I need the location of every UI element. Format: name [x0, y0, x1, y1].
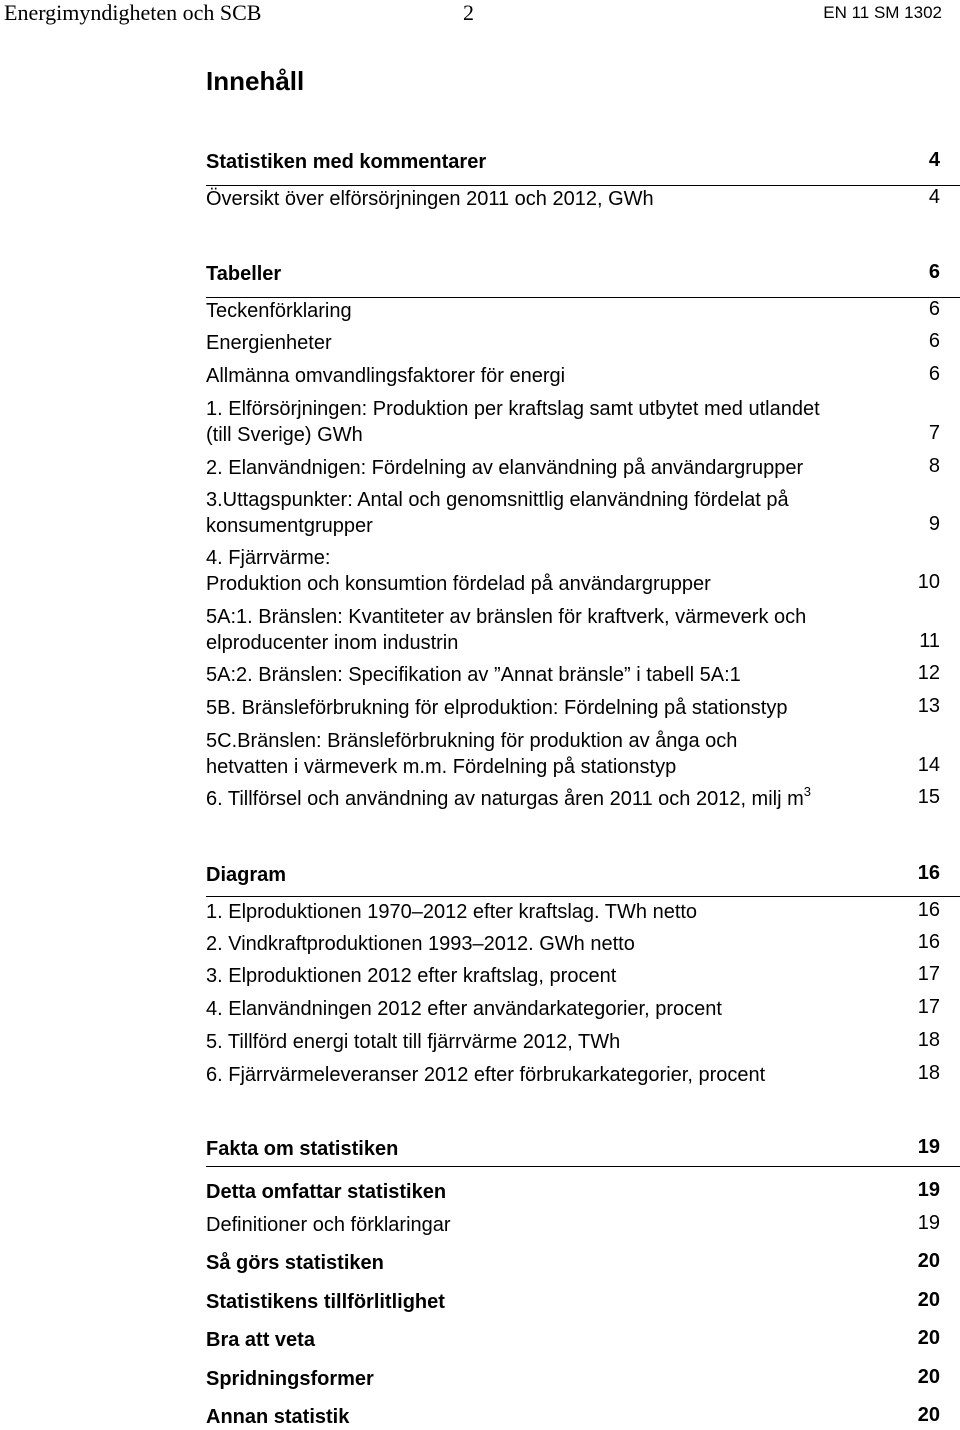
toc-entry[interactable] — [206, 996, 960, 1022]
toc-entry[interactable] — [206, 186, 960, 212]
toc-entry[interactable] — [206, 662, 960, 688]
toc-page-number: 19 — [917, 1179, 940, 1201]
toc-entry-label: Översikt över elförsörjningen 2011 och 2012, GWh — [206, 188, 654, 210]
toc-entry-label: Teckenförklaring — [206, 300, 352, 322]
toc-entry-label: 3. Elproduktionen 2012 efter kraftslag, procent — [206, 965, 617, 987]
toc-page-number: 18 — [917, 1029, 940, 1051]
toc-entry[interactable] — [206, 931, 960, 957]
toc-section-title: Annan statistik — [206, 1406, 350, 1428]
toc-section-title: Diagram — [206, 864, 287, 886]
toc-entry[interactable] — [206, 396, 960, 448]
toc-page-number: 20 — [917, 1404, 940, 1426]
toc-page-number: 17 — [917, 963, 940, 985]
toc-entry-label: 5A:2. Bränslen: Specifikation av ”Annat bränsle” i tabell 5A:1 — [206, 664, 741, 686]
toc-entry-label-line2: hetvatten i värmeverk m.m. Fördelning på stationstyp — [206, 756, 677, 778]
section-rule — [206, 1166, 960, 1167]
toc-section-sa-gors[interactable] — [206, 1250, 960, 1276]
toc-page-number: 16 — [917, 931, 940, 953]
toc-section-title: Spridningsformer — [206, 1368, 374, 1390]
page-header — [0, 0, 960, 24]
toc-entry[interactable] — [206, 1062, 960, 1088]
toc-page-number: 15 — [917, 786, 940, 808]
toc-section-tillforlitlighet[interactable] — [206, 1289, 960, 1315]
toc-section-title: Tabeller — [206, 263, 282, 285]
toc-section-detta[interactable] — [206, 1179, 960, 1205]
toc-entry[interactable] — [206, 963, 960, 989]
toc-entry-label-line1: 1. Elförsörjningen: Produktion per kraftslag samt utbytet med utlandet — [206, 398, 820, 420]
toc-entry[interactable] — [206, 899, 960, 925]
toc-page-number: 4 — [928, 149, 940, 171]
header-publisher: Energimyndigheten och SCB — [4, 0, 262, 25]
toc-page-number: 11 — [919, 630, 940, 652]
toc-section-title: Statistikens tillförlitlighet — [206, 1291, 445, 1313]
toc-entry[interactable] — [206, 363, 960, 389]
toc-section-title: Fakta om statistiken — [206, 1138, 399, 1160]
toc-entry-label: 1. Elproduktionen 1970–2012 efter kraftslag. TWh netto — [206, 901, 698, 923]
toc-page-number: 8 — [928, 455, 940, 477]
toc-entry[interactable] — [206, 298, 960, 324]
toc-entry-label-line1: 4. Fjärrvärme: — [206, 547, 331, 569]
toc-entry[interactable] — [206, 455, 960, 481]
toc-entry-label-line2: elproducenter inom industrin — [206, 632, 459, 654]
toc-page-number: 13 — [917, 695, 940, 717]
toc-entry[interactable] — [206, 695, 960, 721]
toc-entry-label-line1: 5A:1. Bränslen: Kvantiteter av bränslen för kraftverk, värmeverk och — [206, 606, 807, 628]
toc-section-statistiken[interactable] — [206, 149, 960, 175]
toc-entry[interactable] — [206, 1029, 960, 1055]
toc-entry[interactable] — [206, 330, 960, 356]
toc-page-number: 6 — [928, 261, 940, 283]
toc-section-title: Statistiken med kommentarer — [206, 151, 487, 173]
toc-entry-label: 6. Fjärrvärmeleveranser 2012 efter förbrukarkategorier, procent — [206, 1064, 766, 1086]
toc-page-number: 16 — [917, 899, 940, 921]
toc-page-number: 16 — [917, 862, 940, 884]
toc-section-bra-att-veta[interactable] — [206, 1327, 960, 1353]
toc-entry[interactable] — [206, 545, 960, 597]
toc-entry-label: 4. Elanvändningen 2012 efter användarkategorier, procent — [206, 998, 722, 1020]
toc-entry-label-text: 6. Tillförsel och användning av naturgas åren 2011 och 2012, milj m — [206, 788, 804, 810]
toc-page-number: 19 — [917, 1136, 940, 1158]
toc-page-number: 20 — [917, 1289, 940, 1311]
toc-entry[interactable] — [206, 728, 960, 780]
toc-page-number: 10 — [917, 571, 940, 593]
toc-entry-label: 5. Tillförd energi totalt till fjärrvärme 2012, TWh — [206, 1031, 621, 1053]
toc-section-title: Detta omfattar statistiken — [206, 1181, 447, 1203]
toc-entry-label-line1: 3.Uttagspunkter: Antal och genomsnittlig elanvändning fördelat på — [206, 489, 789, 511]
toc-entry-label-line2: Produktion och konsumtion fördelad på användargrupper — [206, 573, 711, 595]
superscript: 3 — [803, 784, 811, 799]
toc-page-number: 12 — [917, 662, 940, 684]
toc-section-spridningsformer[interactable] — [206, 1366, 960, 1392]
toc-entry-label: 2. Vindkraftproduktionen 1993–2012. GWh netto — [206, 933, 635, 955]
toc-page-number: 7 — [928, 422, 940, 444]
toc-page-number: 17 — [917, 996, 940, 1018]
toc-entry-label: 5B. Bränsleförbrukning för elproduktion: Fördelning på stationstyp — [206, 697, 788, 719]
toc-page-number: 20 — [917, 1250, 940, 1272]
toc-entry-label: Energienheter — [206, 332, 332, 354]
toc-page-number: 9 — [928, 513, 940, 535]
toc-entry-label: 2. Elanvändnigen: Fördelning av elanvändning på användargrupper — [206, 457, 804, 479]
toc-page-number: 4 — [928, 186, 940, 208]
toc-section-diagram[interactable] — [206, 862, 960, 888]
toc-page-number: 19 — [917, 1212, 940, 1234]
toc-entry-label-line2: (till Sverige) GWh — [206, 424, 363, 446]
toc-entry[interactable] — [206, 487, 960, 539]
toc-entry[interactable] — [206, 786, 960, 812]
toc-section-tabeller[interactable] — [206, 261, 960, 287]
toc-entry[interactable] — [206, 604, 960, 656]
toc-entry-label: Allmänna omvandlingsfaktorer för energi — [206, 365, 566, 387]
header-report-id: EN 11 SM 1302 — [823, 3, 942, 22]
header-page-number: 2 — [463, 0, 474, 25]
section-rule — [206, 185, 960, 186]
toc-section-title: Så görs statistiken — [206, 1252, 384, 1274]
page-title: Innehåll — [206, 66, 305, 96]
toc-page-number: 18 — [917, 1062, 940, 1084]
section-rule — [206, 896, 960, 897]
toc-page-number: 6 — [928, 363, 940, 385]
section-rule — [206, 297, 960, 298]
toc-entry-label: Definitioner och förklaringar — [206, 1214, 451, 1236]
toc-section-fakta[interactable] — [206, 1136, 960, 1162]
toc-page-number: 6 — [928, 298, 940, 320]
toc-entry[interactable] — [206, 1212, 960, 1238]
toc-page-number: 6 — [928, 330, 940, 352]
toc-page-number: 20 — [917, 1366, 940, 1388]
toc-entry-label-line1: 5C.Bränslen: Bränsleförbrukning för produktion av ånga och — [206, 730, 738, 752]
toc-page-number: 20 — [917, 1327, 940, 1349]
toc-section-title: Bra att veta — [206, 1329, 315, 1351]
toc-entry-label-line2: konsumentgrupper — [206, 515, 373, 537]
toc-section-annan-statistik[interactable] — [206, 1404, 960, 1430]
toc-page-number: 14 — [917, 754, 940, 776]
